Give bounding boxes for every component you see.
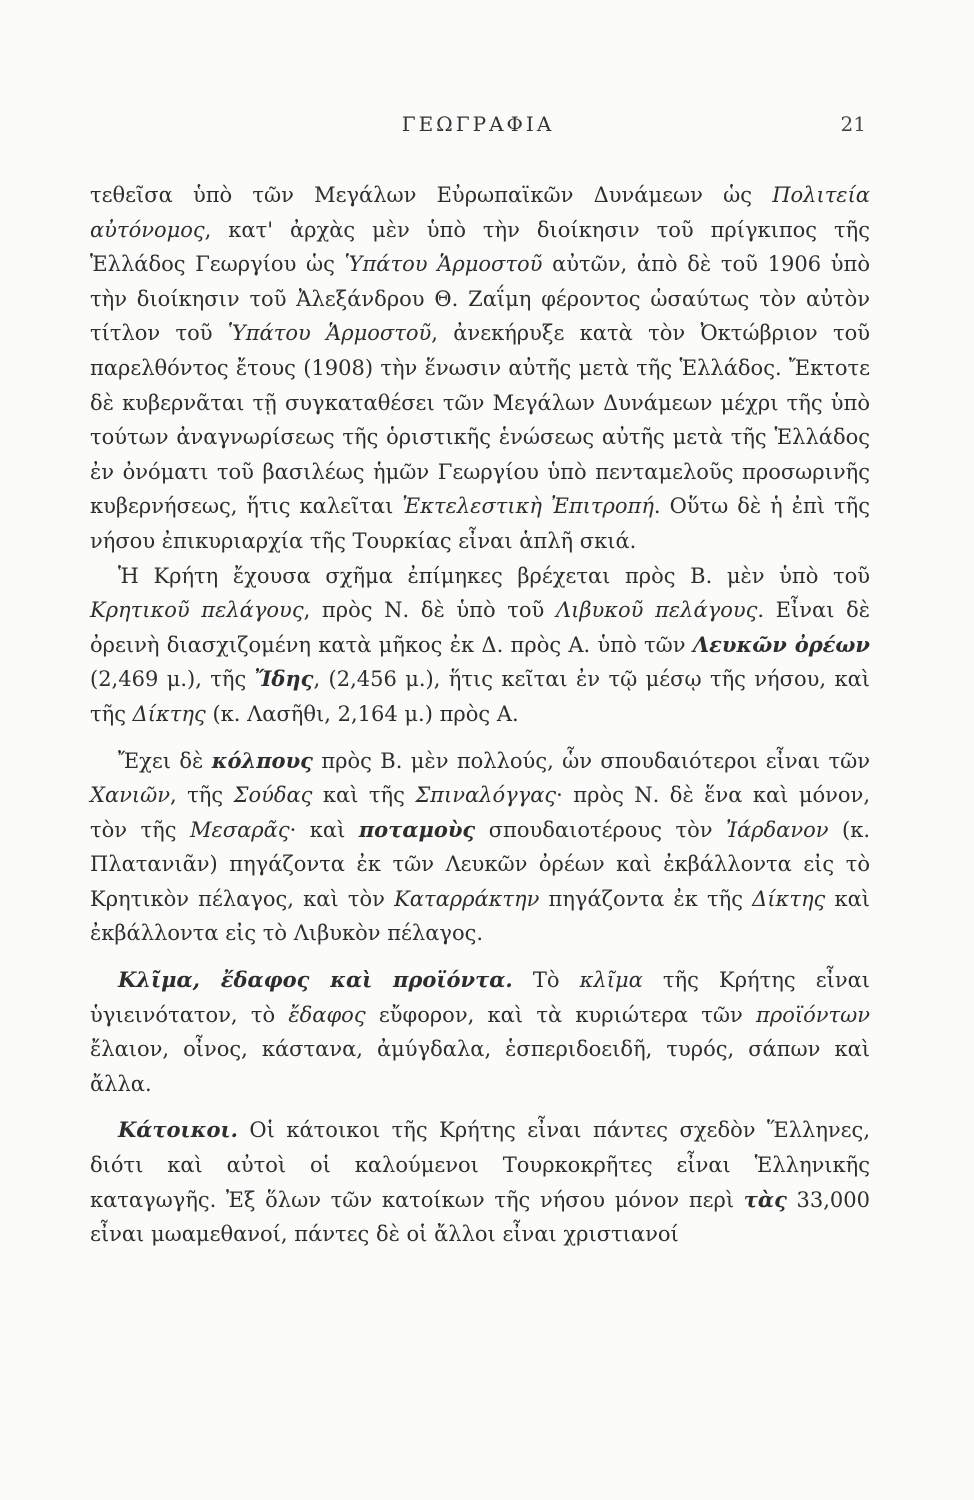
running-head [90, 112, 866, 142]
running-title: ΓΕΩΓΡΑΦΙΑ [401, 112, 555, 136]
text-run: εὔφορον, καὶ τὰ κυριώτερα τῶν [365, 1002, 757, 1027]
text-run: (κ. Λασῆθι, 2,164 μ.) πρὸς Α. [205, 701, 519, 726]
text-run: Ἡ Κρήτη ἔχουσα σχῆμα ἐπίμηκες βρέχεται πρὸς Β. μὲν ὑπὸ τοῦ [118, 563, 870, 588]
text-run: τεθεῖσα ὑπὸ τῶν Μεγάλων Εὐρωπαϊκῶν Δυνάμεων ὡς [90, 183, 773, 207]
paragraph-inhabitants [90, 1113, 870, 1251]
italic-term: Δίκτης [132, 701, 206, 726]
text-run: σπουδαιοτέρους τὸν [475, 817, 727, 842]
italic-term: Ἰάρδανον [726, 817, 829, 842]
italic-term: Σπιναλόγγας [415, 783, 557, 808]
text-run: Ἔχει δὲ [118, 748, 212, 773]
section-heading-climate: Κλῖμα, ἔδαφος καὶ προϊόντα. [118, 967, 513, 993]
bold-italic-term: Ἴδης [254, 666, 314, 692]
italic-term: Ὑπάτου Ἁρμοστοῦ [227, 321, 432, 346]
text-run: (2,469 μ.), τῆς [90, 667, 255, 692]
text-run: αὐτῶν, ἀπὸ δὲ τοῦ 1906 ὑπὸ τὴν διοίκησιν τοῦ Ἀλεξάνδρου Θ. Ζαΐμη φέροντος ὡσαύτως τὸν αὐτὸν τίτλον τοῦ [90, 252, 870, 346]
text-run: , κατ' ἀρχὰς μὲν ὑπὸ τὴν διοίκησιν τοῦ πρίγκιπος τῆς Ἑλλάδος Γεωργίου ὡς [90, 217, 870, 277]
bold-italic-term: ποταμοὺς [358, 816, 476, 842]
text-run: ἔλαιον, οἶνος, κάστανα, ἀμύγδαλα, ἑσπεριδοειδῆ, τυρός, σάπων καὶ ἄλλα. [90, 1037, 870, 1096]
text-run: Οἱ κάτοικοι τῆς Κρήτης εἶναι πάντες σχεδὸν Ἕλληνες, διότι καὶ αὐτοὶ οἱ καλούμενοι Τουρκοκρῆτες εἶναι Ἑλληνικῆς καταγωγῆς. Ἐξ ὅλων τῶν κατοίκων τῆς νήσου μόνον περὶ [90, 1118, 870, 1212]
paragraph-constitution [90, 178, 870, 559]
bold-word: τὰς [743, 1186, 787, 1212]
text-run: . Εἶναι δὲ ὀρεινὴ διασχιζομένη κατὰ μῆκος ἐκ Δ. πρὸς Α. ὑπὸ τῶν [90, 598, 870, 657]
text-run: πηγάζοντα ἐκ τῆς [539, 886, 753, 911]
italic-term: κλῖμα [579, 968, 643, 993]
italic-term: Μεσαρᾶς [190, 817, 290, 842]
text-run: , (2,456 μ.), ἥτις κεῖται ἐν τῷ μέσῳ τῆς νήσου, καὶ τῆς [90, 667, 870, 726]
italic-term: Χανιῶν [90, 783, 171, 808]
bold-italic-term: Λευκῶν ὀρέων [692, 631, 870, 657]
bold-italic-term: κόλπους [211, 747, 313, 773]
italic-term: Δίκτης [752, 886, 826, 911]
text-run: Τὸ [512, 968, 580, 993]
text-run: . Οὕτω δὲ ἡ ἐπὶ τῆς νήσου ἐπικυριαρχία τῆς Τουρκίας εἶναι ἁπλῆ σκιά. [90, 494, 870, 553]
italic-term: Ἐκτελεστικὴ Ἐπιτροπή [402, 494, 654, 519]
paragraph-geography [90, 559, 870, 732]
text-run: πρὸς Β. μὲν πολλούς, ὧν σπουδαιότεροι εἶναι τῶν [312, 748, 870, 773]
text-run: καὶ τῆς [312, 783, 416, 808]
italic-term: Ὑπάτου Ἁρμοστοῦ [344, 252, 543, 277]
text-run: τῆς Κρήτης εἶναι ὑγιεινότατον, τὸ [90, 968, 870, 1027]
paragraph-gulfs-rivers [90, 744, 870, 952]
italic-term: Καταρράκτην [394, 886, 540, 911]
paragraph-climate [90, 963, 870, 1101]
italic-term: ἔδαφος [288, 1002, 366, 1027]
italic-term: Σούδας [233, 783, 313, 808]
body-text [90, 178, 870, 1252]
text-run: · πρὸς Ν. δὲ ἕνα καὶ μόνον, τὸν τῆς [90, 783, 870, 842]
section-heading-inhabitants: Κάτοικοι. [118, 1117, 238, 1143]
text-run: 33,000 εἶναι μωαμεθανοί, πάντες δὲ οἱ ἄλλοι εἶναι χριστιανοί [90, 1187, 871, 1247]
text-run: , ἀνεκήρυξε κατὰ τὸν Ὀκτώβριον τοῦ παρελθόντος ἔτους (1908) τὴν ἕνωσιν αὐτῆς μετὰ τῆς Ἑλλάδος. Ἔκτοτε δὲ κυβερνᾶται τῇ συγκαταθέσει τῶν Μεγάλων Δυνάμεων μέχρι τῆς ὑπὸ τούτων ἀναγνωρίσεως τῆς ὁριστικῆς ἑνώσεως αὐτῆς μετὰ τῆς Ἑλλάδος ἐν ὀνόματι τοῦ βασιλέως ἡμῶν Γεωργίου ὑπὸ πενταμελοῦς προσωρινῆς κυβερνήσεως, ἥτις καλεῖται [90, 321, 871, 519]
text-run: · καὶ [289, 817, 359, 842]
italic-term: Πολιτεία αὐτόνομος [90, 183, 870, 242]
text-run: , τῆς [170, 783, 234, 808]
italic-term: Κρητικοῦ πελάγους [90, 598, 304, 623]
text-run: καὶ ἐκβάλλοντα εἰς τὸ Λιβυκὸν πέλαγος. [90, 886, 871, 946]
page-number: 21 [840, 112, 866, 136]
italic-term: προϊόντων [756, 1002, 870, 1027]
text-run: , πρὸς Ν. δὲ ὑπὸ τοῦ [303, 598, 556, 623]
italic-term: Λιβυκοῦ πελάγους [555, 598, 758, 623]
text-run: (κ. Πλατανιᾶν) πηγάζοντα ἐκ τῶν Λευκῶν ὀρέων καὶ ἐκβάλλοντα εἰς τὸ Κρητικὸν πέλαγος, καὶ τὸν [90, 817, 870, 911]
